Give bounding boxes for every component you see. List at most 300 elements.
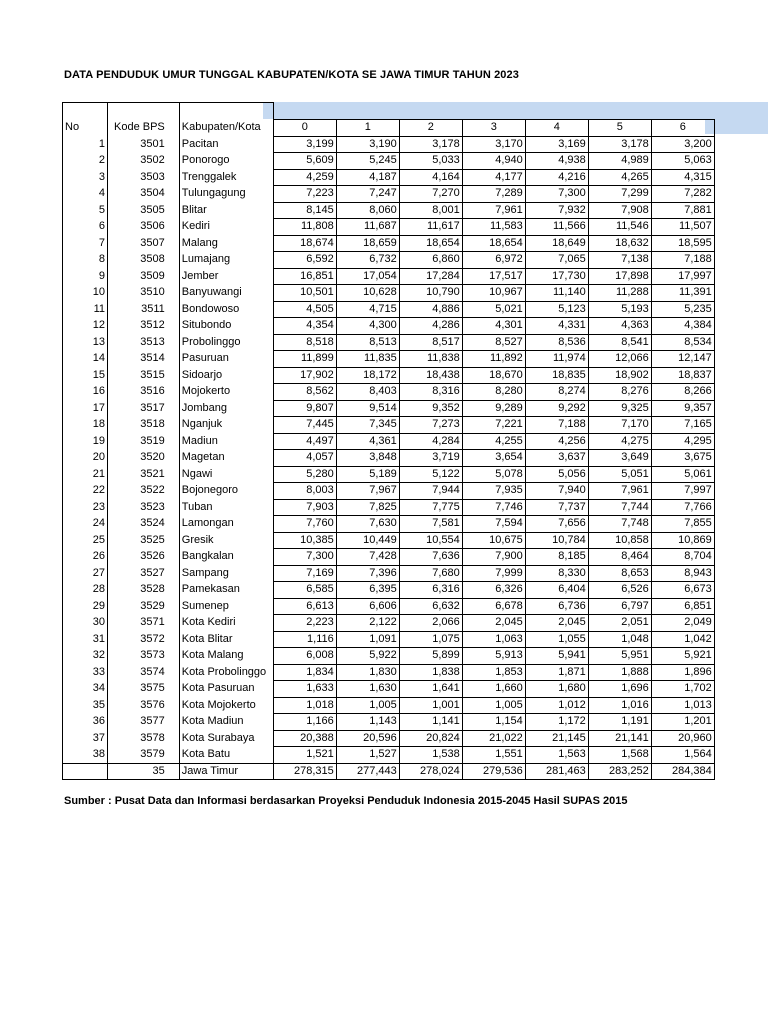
cell-age-4: 18,835 xyxy=(525,367,588,384)
cell-age-2: 17,284 xyxy=(399,268,462,285)
cell-kode-bps: 3524 xyxy=(108,516,180,533)
cell-no: 16 xyxy=(63,384,108,401)
cell-age-0: 8,145 xyxy=(273,202,336,219)
cell-age-0: 7,169 xyxy=(273,565,336,582)
cell-age-3: 3,654 xyxy=(462,450,525,467)
cell-age-5: 7,908 xyxy=(588,202,651,219)
cell-age-6: 9,357 xyxy=(651,400,714,417)
cell-kode-bps: 3508 xyxy=(108,252,180,269)
cell-kode-bps: 3504 xyxy=(108,186,180,203)
cell-kode-bps: 3527 xyxy=(108,565,180,582)
cell-kode-bps: 3519 xyxy=(108,433,180,450)
cell-age-2: 4,284 xyxy=(399,433,462,450)
cell-age-3: 7,221 xyxy=(462,417,525,434)
cell-age-5: 11,288 xyxy=(588,285,651,302)
cell-age-6: 4,384 xyxy=(651,318,714,335)
cell-age-3: 11,892 xyxy=(462,351,525,368)
cell-no: 28 xyxy=(63,582,108,599)
cell-kode-bps: 3510 xyxy=(108,285,180,302)
cell-age-6: 6,851 xyxy=(651,598,714,615)
table-row xyxy=(63,582,715,599)
cell-age-0: 5,280 xyxy=(273,466,336,483)
col-header-kabupaten: Kabupaten/Kota xyxy=(179,120,273,137)
cell-kode-bps: 3511 xyxy=(108,301,180,318)
cell-age-1: 20,596 xyxy=(336,730,399,747)
cell-age-2: 6,316 xyxy=(399,582,462,599)
cell-kabupaten: Sidoarjo xyxy=(179,367,273,384)
cell-age-2: 4,886 xyxy=(399,301,462,318)
cell-age-1: 2,122 xyxy=(336,615,399,632)
cell-no: 31 xyxy=(63,631,108,648)
cell-age-2: 7,636 xyxy=(399,549,462,566)
cell-no: 11 xyxy=(63,301,108,318)
cell-kabupaten: Kediri xyxy=(179,219,273,236)
cell-age-2: 7,680 xyxy=(399,565,462,582)
table-row xyxy=(63,351,715,368)
col-header-age-5: 5 xyxy=(588,120,651,137)
cell-no: 15 xyxy=(63,367,108,384)
cell-age-2: 1,641 xyxy=(399,681,462,698)
cell-no: 6 xyxy=(63,219,108,236)
cell-age-5: 10,858 xyxy=(588,532,651,549)
cell-age-0: 2,223 xyxy=(273,615,336,632)
cell-kabupaten: Tuban xyxy=(179,499,273,516)
cell-age-2: 10,554 xyxy=(399,532,462,549)
cell-kode-bps: 3501 xyxy=(108,136,180,153)
cell-age-3: 8,280 xyxy=(462,384,525,401)
cell-no: 35 xyxy=(63,697,108,714)
cell-age-3: 4,940 xyxy=(462,153,525,170)
cell-kode-bps: 3521 xyxy=(108,466,180,483)
cell-no: 22 xyxy=(63,483,108,500)
cell-age-2: 7,944 xyxy=(399,483,462,500)
cell-no: 33 xyxy=(63,664,108,681)
cell-age-3: 1,551 xyxy=(462,747,525,764)
cell-age-5: 8,541 xyxy=(588,334,651,351)
cell-kode-bps: 3514 xyxy=(108,351,180,368)
cell-age-6: 8,266 xyxy=(651,384,714,401)
cell-no: 34 xyxy=(63,681,108,698)
cell-age-5: 1,568 xyxy=(588,747,651,764)
cell-no: 23 xyxy=(63,499,108,516)
table-row xyxy=(63,532,715,549)
cell-age-4: 3,637 xyxy=(525,450,588,467)
cell-no: 13 xyxy=(63,334,108,351)
cell-age-1: 11,835 xyxy=(336,351,399,368)
cell-age-5: 1,191 xyxy=(588,714,651,731)
cell-kode-bps: 3578 xyxy=(108,730,180,747)
cell-kode-bps: 3528 xyxy=(108,582,180,599)
cell-age-5: 8,464 xyxy=(588,549,651,566)
cell-age-5: 4,363 xyxy=(588,318,651,335)
cell-age-1: 1,830 xyxy=(336,664,399,681)
cell-age-6: 8,534 xyxy=(651,334,714,351)
cell-age-1: 7,247 xyxy=(336,186,399,203)
cell-age-2: 5,033 xyxy=(399,153,462,170)
cell-age-0: 6,592 xyxy=(273,252,336,269)
cell-age-4: 5,941 xyxy=(525,648,588,665)
cell-kode-bps: 3576 xyxy=(108,697,180,714)
cell-age-1: 7,345 xyxy=(336,417,399,434)
cell-age-4: 5,123 xyxy=(525,301,588,318)
cell-no: 27 xyxy=(63,565,108,582)
cell-age-3: 2,045 xyxy=(462,615,525,632)
cell-no xyxy=(63,763,108,780)
cell-age-3: 9,289 xyxy=(462,400,525,417)
cell-age-6: 5,061 xyxy=(651,466,714,483)
cell-no: 17 xyxy=(63,400,108,417)
cell-age-6: 4,295 xyxy=(651,433,714,450)
cell-kabupaten: Mojokerto xyxy=(179,384,273,401)
table-row xyxy=(63,186,715,203)
cell-age-0: 10,501 xyxy=(273,285,336,302)
cell-age-1: 1,630 xyxy=(336,681,399,698)
cell-kode-bps: 3503 xyxy=(108,169,180,186)
cell-no: 38 xyxy=(63,747,108,764)
cell-age-6: 7,165 xyxy=(651,417,714,434)
cell-age-4: 10,784 xyxy=(525,532,588,549)
cell-age-1: 7,967 xyxy=(336,483,399,500)
cell-age-3: 1,063 xyxy=(462,631,525,648)
cell-age-0: 1,521 xyxy=(273,747,336,764)
cell-kabupaten: Kota Blitar xyxy=(179,631,273,648)
cell-no: 19 xyxy=(63,433,108,450)
cell-age-0: 6,585 xyxy=(273,582,336,599)
cell-kabupaten: Jawa Timur xyxy=(179,763,273,780)
cell-kabupaten: Bangkalan xyxy=(179,549,273,566)
cell-age-2: 3,178 xyxy=(399,136,462,153)
cell-age-3: 4,177 xyxy=(462,169,525,186)
cell-age-4: 7,188 xyxy=(525,417,588,434)
table-row xyxy=(63,714,715,731)
cell-age-6: 11,507 xyxy=(651,219,714,236)
table-row xyxy=(63,268,715,285)
cell-age-4: 3,169 xyxy=(525,136,588,153)
cell-age-6: 10,869 xyxy=(651,532,714,549)
cell-age-1: 11,687 xyxy=(336,219,399,236)
cell-age-1: 3,190 xyxy=(336,136,399,153)
cell-age-2: 4,286 xyxy=(399,318,462,335)
cell-age-4: 1,055 xyxy=(525,631,588,648)
cell-age-5: 6,526 xyxy=(588,582,651,599)
cell-age-4: 4,938 xyxy=(525,153,588,170)
cell-age-1: 4,187 xyxy=(336,169,399,186)
cell-age-6: 1,013 xyxy=(651,697,714,714)
cell-age-2: 1,001 xyxy=(399,697,462,714)
cell-age-2: 7,581 xyxy=(399,516,462,533)
cell-age-1: 10,628 xyxy=(336,285,399,302)
cell-kabupaten: Kota Malang xyxy=(179,648,273,665)
cell-age-1: 18,659 xyxy=(336,235,399,252)
cell-age-5: 283,252 xyxy=(588,763,651,780)
table-body xyxy=(63,136,715,780)
cell-age-2: 1,538 xyxy=(399,747,462,764)
cell-age-6: 17,997 xyxy=(651,268,714,285)
cell-age-1: 6,395 xyxy=(336,582,399,599)
cell-age-5: 7,744 xyxy=(588,499,651,516)
cell-no: 21 xyxy=(63,466,108,483)
cell-age-3: 10,967 xyxy=(462,285,525,302)
col-header-age-2: 2 xyxy=(399,120,462,137)
cell-age-4: 7,065 xyxy=(525,252,588,269)
cell-age-4: 21,145 xyxy=(525,730,588,747)
cell-age-0: 7,300 xyxy=(273,549,336,566)
cell-age-3: 8,527 xyxy=(462,334,525,351)
cell-age-6: 11,391 xyxy=(651,285,714,302)
cell-age-3: 17,517 xyxy=(462,268,525,285)
cell-kabupaten: Gresik xyxy=(179,532,273,549)
cell-age-5: 1,888 xyxy=(588,664,651,681)
cell-age-2: 20,824 xyxy=(399,730,462,747)
cell-age-5: 4,989 xyxy=(588,153,651,170)
cell-no: 37 xyxy=(63,730,108,747)
cell-age-1: 4,300 xyxy=(336,318,399,335)
cell-no: 25 xyxy=(63,532,108,549)
cell-age-5: 5,951 xyxy=(588,648,651,665)
cell-age-4: 11,974 xyxy=(525,351,588,368)
cell-age-6: 20,960 xyxy=(651,730,714,747)
table-row xyxy=(63,433,715,450)
cell-age-2: 7,270 xyxy=(399,186,462,203)
cell-age-6: 1,896 xyxy=(651,664,714,681)
cell-kode-bps: 3572 xyxy=(108,631,180,648)
cell-age-6: 18,837 xyxy=(651,367,714,384)
cell-no: 9 xyxy=(63,268,108,285)
cell-age-0: 16,851 xyxy=(273,268,336,285)
cell-age-1: 5,245 xyxy=(336,153,399,170)
cell-no: 5 xyxy=(63,202,108,219)
cell-age-3: 5,021 xyxy=(462,301,525,318)
cell-no: 10 xyxy=(63,285,108,302)
cell-age-1: 6,606 xyxy=(336,598,399,615)
cell-age-4: 17,730 xyxy=(525,268,588,285)
cell-age-1: 8,403 xyxy=(336,384,399,401)
cell-age-4: 7,932 xyxy=(525,202,588,219)
cell-kabupaten: Kota Madiun xyxy=(179,714,273,731)
table-row xyxy=(63,648,715,665)
table-row xyxy=(63,615,715,632)
cell-age-1: 5,922 xyxy=(336,648,399,665)
cell-age-6: 1,042 xyxy=(651,631,714,648)
cell-age-0: 18,674 xyxy=(273,235,336,252)
col-header-kode: Kode BPS xyxy=(108,120,180,137)
cell-age-3: 1,853 xyxy=(462,664,525,681)
cell-age-3: 3,170 xyxy=(462,136,525,153)
table-row xyxy=(63,153,715,170)
cell-age-3: 11,583 xyxy=(462,219,525,236)
cell-age-3: 6,972 xyxy=(462,252,525,269)
cell-kabupaten: Lamongan xyxy=(179,516,273,533)
col-header-no: No xyxy=(63,120,108,137)
table-row xyxy=(63,631,715,648)
table-row xyxy=(63,499,715,516)
cell-no: 3 xyxy=(63,169,108,186)
cell-age-1: 18,172 xyxy=(336,367,399,384)
cell-no: 4 xyxy=(63,186,108,203)
table-row xyxy=(63,136,715,153)
col-header-age-1: 1 xyxy=(336,120,399,137)
cell-age-1: 1,143 xyxy=(336,714,399,731)
table-row xyxy=(63,697,715,714)
cell-kode-bps: 3515 xyxy=(108,367,180,384)
cell-age-6: 7,997 xyxy=(651,483,714,500)
cell-age-0: 278,315 xyxy=(273,763,336,780)
cell-age-5: 7,748 xyxy=(588,516,651,533)
cell-age-5: 3,178 xyxy=(588,136,651,153)
cell-kabupaten: Ngawi xyxy=(179,466,273,483)
cell-age-6: 1,702 xyxy=(651,681,714,698)
cell-no: 36 xyxy=(63,714,108,731)
table-row xyxy=(63,730,715,747)
cell-age-3: 6,326 xyxy=(462,582,525,599)
cell-age-1: 8,513 xyxy=(336,334,399,351)
cell-age-0: 7,760 xyxy=(273,516,336,533)
cell-age-0: 4,057 xyxy=(273,450,336,467)
cell-kabupaten: Jember xyxy=(179,268,273,285)
cell-age-4: 1,680 xyxy=(525,681,588,698)
cell-no: 14 xyxy=(63,351,108,368)
cell-age-3: 1,005 xyxy=(462,697,525,714)
cell-age-3: 10,675 xyxy=(462,532,525,549)
cell-age-5: 1,016 xyxy=(588,697,651,714)
cell-age-2: 9,352 xyxy=(399,400,462,417)
cell-age-3: 1,660 xyxy=(462,681,525,698)
cell-kabupaten: Lumajang xyxy=(179,252,273,269)
cell-kode-bps: 3529 xyxy=(108,598,180,615)
cell-kabupaten: Sumenep xyxy=(179,598,273,615)
table-row xyxy=(63,483,715,500)
cell-kabupaten: Kota Batu xyxy=(179,747,273,764)
table-row xyxy=(63,747,715,764)
cell-age-6: 7,188 xyxy=(651,252,714,269)
cell-no: 1 xyxy=(63,136,108,153)
cell-kode-bps: 3523 xyxy=(108,499,180,516)
cell-age-3: 18,654 xyxy=(462,235,525,252)
cell-age-5: 11,546 xyxy=(588,219,651,236)
col-header-age-6: 6 xyxy=(651,120,714,137)
cell-kode-bps: 3518 xyxy=(108,417,180,434)
table-row xyxy=(63,219,715,236)
cell-age-5: 3,649 xyxy=(588,450,651,467)
cell-age-2: 10,790 xyxy=(399,285,462,302)
cell-age-5: 6,797 xyxy=(588,598,651,615)
col-header-age-3: 3 xyxy=(462,120,525,137)
cell-age-2: 3,719 xyxy=(399,450,462,467)
cell-age-5: 21,141 xyxy=(588,730,651,747)
cell-age-5: 9,325 xyxy=(588,400,651,417)
table-row xyxy=(63,549,715,566)
cell-kabupaten: Bojonegoro xyxy=(179,483,273,500)
cell-age-0: 4,497 xyxy=(273,433,336,450)
cell-age-4: 6,404 xyxy=(525,582,588,599)
header-row xyxy=(63,120,715,137)
cell-age-5: 5,193 xyxy=(588,301,651,318)
cell-age-2: 8,316 xyxy=(399,384,462,401)
cell-age-1: 4,361 xyxy=(336,433,399,450)
cell-age-5: 7,299 xyxy=(588,186,651,203)
cell-age-3: 7,746 xyxy=(462,499,525,516)
cell-age-1: 5,189 xyxy=(336,466,399,483)
cell-age-6: 8,943 xyxy=(651,565,714,582)
cell-age-5: 2,051 xyxy=(588,615,651,632)
cell-kabupaten: Ponorogo xyxy=(179,153,273,170)
cell-age-6: 1,201 xyxy=(651,714,714,731)
cell-age-0: 1,166 xyxy=(273,714,336,731)
cell-age-4: 7,656 xyxy=(525,516,588,533)
cell-age-0: 20,388 xyxy=(273,730,336,747)
cell-age-4: 18,649 xyxy=(525,235,588,252)
table-row xyxy=(63,169,715,186)
cell-age-4: 11,566 xyxy=(525,219,588,236)
cell-age-6: 3,200 xyxy=(651,136,714,153)
cell-age-0: 4,505 xyxy=(273,301,336,318)
cell-age-4: 1,563 xyxy=(525,747,588,764)
cell-kabupaten: Sampang xyxy=(179,565,273,582)
cell-age-0: 11,899 xyxy=(273,351,336,368)
cell-kabupaten: Banyuwangi xyxy=(179,285,273,302)
cell-age-0: 4,259 xyxy=(273,169,336,186)
cell-age-1: 8,060 xyxy=(336,202,399,219)
cell-age-0: 6,613 xyxy=(273,598,336,615)
cell-age-0: 8,518 xyxy=(273,334,336,351)
cell-age-6: 5,921 xyxy=(651,648,714,665)
cell-age-5: 18,902 xyxy=(588,367,651,384)
cell-age-2: 6,860 xyxy=(399,252,462,269)
table-row xyxy=(63,466,715,483)
cell-kabupaten: Nganjuk xyxy=(179,417,273,434)
col-header-age-4: 4 xyxy=(525,120,588,137)
cell-age-0: 11,808 xyxy=(273,219,336,236)
cell-age-5: 7,961 xyxy=(588,483,651,500)
cell-kabupaten: Pamekasan xyxy=(179,582,273,599)
cell-kabupaten: Trenggalek xyxy=(179,169,273,186)
cell-age-0: 8,562 xyxy=(273,384,336,401)
cell-kode-bps: 3571 xyxy=(108,615,180,632)
cell-kabupaten: Kota Surabaya xyxy=(179,730,273,747)
cell-age-2: 11,617 xyxy=(399,219,462,236)
cell-age-0: 9,807 xyxy=(273,400,336,417)
cell-age-4: 1,172 xyxy=(525,714,588,731)
cell-age-1: 1,005 xyxy=(336,697,399,714)
cell-age-5: 17,898 xyxy=(588,268,651,285)
cell-kabupaten: Kota Probolinggo xyxy=(179,664,273,681)
cell-kabupaten: Probolinggo xyxy=(179,334,273,351)
cell-age-5: 1,696 xyxy=(588,681,651,698)
cell-age-4: 11,140 xyxy=(525,285,588,302)
cell-kode-bps: 3522 xyxy=(108,483,180,500)
cell-age-1: 9,514 xyxy=(336,400,399,417)
cell-age-2: 18,654 xyxy=(399,235,462,252)
cell-age-0: 1,834 xyxy=(273,664,336,681)
cell-age-3: 5,078 xyxy=(462,466,525,483)
cell-kabupaten: Situbondo xyxy=(179,318,273,335)
cell-kode-bps: 3573 xyxy=(108,648,180,665)
cell-age-5: 4,265 xyxy=(588,169,651,186)
cell-no: 24 xyxy=(63,516,108,533)
cell-age-3: 1,154 xyxy=(462,714,525,731)
page-title: DATA PENDUDUK UMUR TUNGGAL KABUPATEN/KOTA SE JAWA TIMUR TAHUN 2023 xyxy=(64,69,519,81)
cell-no: 7 xyxy=(63,235,108,252)
cell-age-4: 1,012 xyxy=(525,697,588,714)
population-table xyxy=(62,102,715,780)
cell-age-1: 3,848 xyxy=(336,450,399,467)
cell-age-1: 17,054 xyxy=(336,268,399,285)
cell-kode-bps: 3502 xyxy=(108,153,180,170)
cell-age-0: 5,609 xyxy=(273,153,336,170)
cell-age-1: 7,428 xyxy=(336,549,399,566)
cell-age-1: 7,630 xyxy=(336,516,399,533)
cell-age-3: 279,536 xyxy=(462,763,525,780)
